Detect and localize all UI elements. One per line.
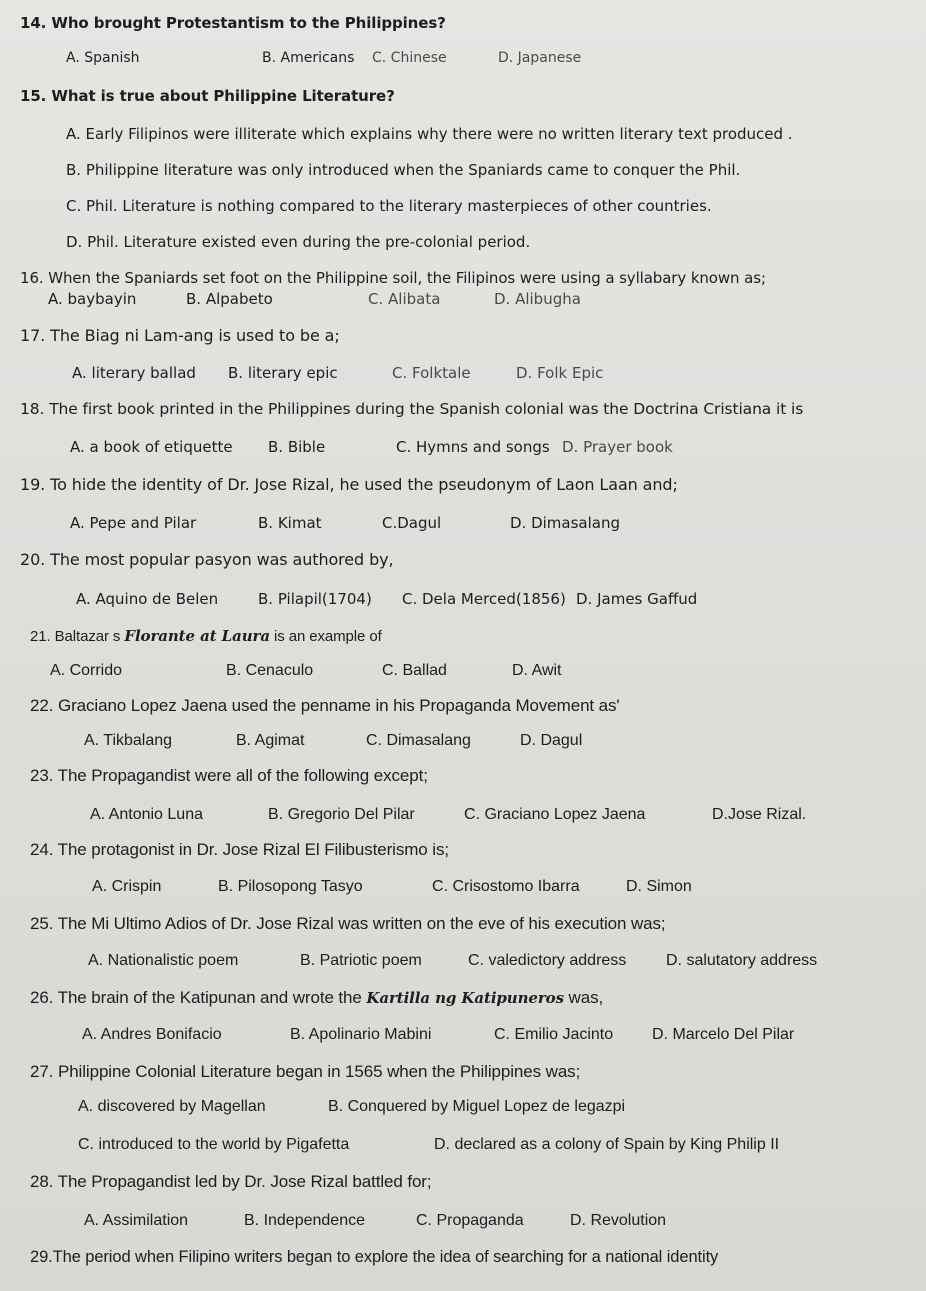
option-28d: D. Revolution: [570, 1212, 667, 1229]
option-25d: D. salutatory address: [666, 952, 818, 969]
question-25: 25. The Mi Ultimo Adios of Dr. Jose Rizal was written on the eve of his execution was;: [30, 914, 666, 933]
option-23d: D.Jose Rizal.: [712, 806, 807, 823]
option-27d: D. declared as a colony of Spain by King Philip II: [434, 1136, 780, 1153]
option-25c: C. valedictory address: [468, 952, 627, 969]
option-16d: D. Alibugha: [494, 290, 581, 308]
option-21b: B. Cenaculo: [226, 662, 314, 679]
option-21d: D. Awit: [512, 662, 562, 679]
option-28a: A. Assimilation: [84, 1212, 189, 1229]
option-23c: C. Graciano Lopez Jaena: [464, 806, 646, 823]
option-22d: D. Dagul: [520, 732, 583, 749]
question-27: 27. Philippine Colonial Literature began in 1565 when the Philippines was;: [30, 1062, 581, 1081]
question-15: 15. What is true about Philippine Literature?: [20, 87, 395, 105]
question-20: 20. The most popular pasyon was authored by,: [20, 550, 394, 569]
question-24: 24. The protagonist in Dr. Jose Rizal El Filibusterismo is;: [30, 840, 449, 859]
option-14b: B. Americans: [262, 50, 355, 66]
option-20a: A. Aquino de Belen: [76, 590, 219, 608]
option-21a: A. Corrido: [50, 662, 123, 679]
option-24a: A. Crispin: [92, 878, 162, 895]
question-16: 16. When the Spaniards set foot on the Philippine soil, the Filipinos were using a syllabary known as;: [20, 269, 766, 287]
option-27a: A. discovered by Magellan: [78, 1098, 266, 1115]
option-18a: A. a book of etiquette: [70, 438, 233, 456]
option-22c: C. Dimasalang: [366, 732, 471, 749]
option-26a: A. Andres Bonifacio: [82, 1026, 222, 1043]
option-18d: D. Prayer book: [562, 438, 673, 456]
option-24d: D. Simon: [626, 878, 692, 895]
option-19b: B. Kimat: [258, 514, 322, 532]
question-22: 22. Graciano Lopez Jaena used the penname in his Propaganda Movement as': [30, 696, 620, 715]
option-19a: A. Pepe and Pilar: [70, 514, 197, 532]
option-14c: C. Chinese: [372, 50, 447, 66]
option-17c: C. Folktale: [392, 364, 471, 382]
option-15a: A. Early Filipinos were illiterate which explains why there were no written literary text produced .: [66, 125, 793, 143]
question-18: 18. The first book printed in the Philippines during the Spanish colonial was the Doctrina Cristiana it is: [20, 400, 804, 418]
option-27c: C. introduced to the world by Pigafetta: [78, 1136, 350, 1153]
option-27b: B. Conquered by Miguel Lopez de legazpi: [328, 1098, 626, 1115]
option-16c: C. Alibata: [368, 290, 441, 308]
option-28b: B. Independence: [244, 1212, 365, 1229]
question-28: 28. The Propagandist led by Dr. Jose Rizal battled for;: [30, 1172, 432, 1191]
option-15c: C. Phil. Literature is nothing compared to the literary masterpieces of other countries.: [66, 197, 712, 215]
option-23b: B. Gregorio Del Pilar: [268, 806, 415, 823]
option-15b: B. Philippine literature was only introduced when the Spaniards came to conquer the Phil.: [66, 161, 741, 179]
question-26: 26. The brain of the Katipunan and wrote the Kartilla ng Katipuneros was,: [30, 988, 604, 1007]
option-16b: B. Alpabeto: [186, 290, 273, 308]
option-16a: A. baybayin: [48, 290, 137, 308]
option-17a: A. literary ballad: [72, 364, 196, 382]
question-14: 14. Who brought Protestantism to the Philippines?: [20, 14, 446, 32]
option-24c: C. Crisostomo Ibarra: [432, 878, 580, 895]
option-25b: B. Patriotic poem: [300, 952, 422, 969]
option-28c: C. Propaganda: [416, 1212, 524, 1229]
option-14a: A. Spanish: [66, 50, 140, 66]
option-20c: C. Dela Merced(1856): [402, 590, 566, 608]
option-21c: C. Ballad: [382, 662, 447, 679]
option-24b: B. Pilosopong Tasyo: [218, 878, 363, 895]
option-18c: C. Hymns and songs: [396, 438, 550, 456]
option-26c: C. Emilio Jacinto: [494, 1026, 614, 1043]
option-20d: D. James Gaffud: [576, 590, 698, 608]
option-22b: B. Agimat: [236, 732, 305, 749]
option-19c: C.Dagul: [382, 514, 442, 532]
option-15d: D. Phil. Literature existed even during the pre-colonial period.: [66, 233, 531, 251]
option-25a: A. Nationalistic poem: [88, 952, 239, 969]
option-18b: B. Bible: [268, 438, 326, 456]
option-20b: B. Pilapil(1704): [258, 590, 372, 608]
question-21: 21. Baltazar s Florante at Laura is an example of: [30, 627, 382, 645]
option-26b: B. Apolinario Mabini: [290, 1026, 432, 1043]
option-17b: B. literary epic: [228, 364, 338, 382]
question-19: 19. To hide the identity of Dr. Jose Rizal, he used the pseudonym of Laon Laan and;: [20, 475, 678, 494]
question-29: 29.The period when Filipino writers began to explore the idea of searching for a national identity: [30, 1248, 719, 1266]
option-17d: D. Folk Epic: [516, 364, 604, 382]
option-22a: A. Tikbalang: [84, 732, 173, 749]
question-23: 23. The Propagandist were all of the following except;: [30, 766, 428, 785]
question-17: 17. The Biag ni Lam-ang is used to be a;: [20, 326, 340, 345]
option-19d: D. Dimasalang: [510, 514, 621, 532]
option-14d: D. Japanese: [498, 50, 582, 66]
option-23a: A. Antonio Luna: [90, 806, 203, 823]
option-26d: D. Marcelo Del Pilar: [652, 1026, 795, 1043]
